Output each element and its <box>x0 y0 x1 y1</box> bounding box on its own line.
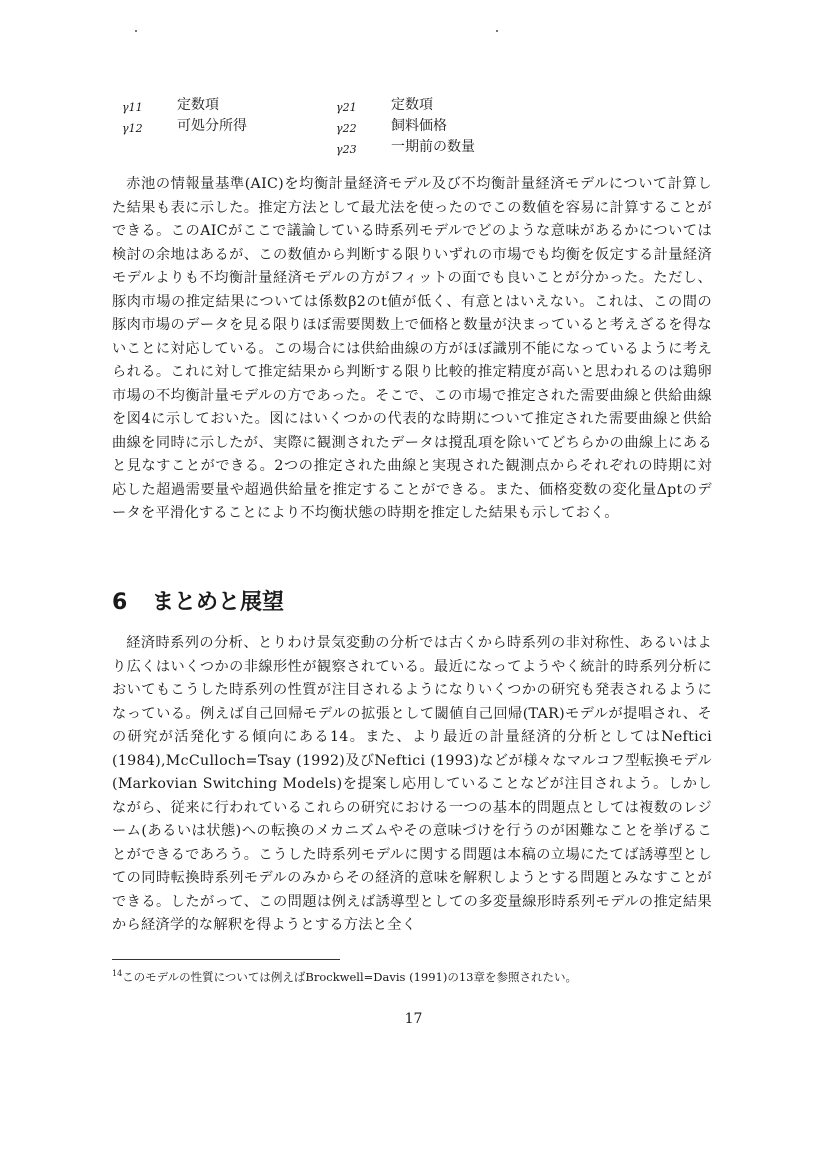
page-mark <box>135 30 137 32</box>
coefficient-definitions-right <box>336 96 475 159</box>
footnote-marker: 14 <box>112 969 123 978</box>
coefficient-definitions-left <box>122 96 247 138</box>
section-heading <box>112 585 284 616</box>
definition-row <box>336 138 475 159</box>
definition-row <box>122 117 247 138</box>
definition-row <box>336 117 475 138</box>
coefficient-symbol: γ11 <box>122 101 143 114</box>
coefficient-symbol: γ22 <box>336 122 357 135</box>
section-number: 6 <box>112 590 128 615</box>
definition-row <box>336 96 475 117</box>
coefficient-meaning: 一期前の数量 <box>391 139 475 155</box>
coefficient-meaning: 定数項 <box>177 97 219 113</box>
footnote-text: このモデルの性質については例えばBrockwell=Davis (1991)の13章を参照されたい。 <box>122 969 577 984</box>
footnote <box>112 966 712 985</box>
coefficient-symbol: γ21 <box>336 101 357 114</box>
summary-paragraph: 経済時系列の分析、とりわけ景気変動の分析では古くから時系列の非対称性、あるいはより広くはいくつかの非線形性が観察されている。最近になってようやく統計的時系列分析においてもこうした時系列の性質が注目されるようになりいくつかの研究も発表されるようになっている。例えば自己回帰モデルの拡張として閾値自己回帰(TAR)モデルが提唱され、その研究が活発化する傾向にある14。また、より最近の計量経済的分析としてはNeftici (1984),McCulloch=Tsay (1992)及びNeftici (1993)などが様々なマルコフ型転換モデル(Markovian Switching Models)を提案し応用していることなどが注目されよう。しかしながら、従来に行われているこれらの研究における一つの基本的問題点としては複数のレジーム(あるいは状態)への転換のメカニズムやその意味づけを行うのが困難なことを挙げることができるであろう。こうした時系列モデルに関する問題は本稿の立場にたてば誘導型としての同時転換時系列モデルのみからその経済的意味を解釈しようとする問題とみなすことができる。したがって、この問題は例えば誘導型としての多変量線形時系列モデルの推定結果から経済学的な解釈を得ようとする方法と全く <box>112 635 712 933</box>
coefficient-symbol: γ23 <box>336 143 357 156</box>
coefficient-meaning: 飼料価格 <box>391 118 447 134</box>
footnote-rule <box>112 959 340 960</box>
page-number: 17 <box>404 1011 423 1027</box>
aic-results-paragraph: 赤池の情報量基準(AIC)を均衡計量経済モデル及び不均衡計量経済モデルについて計算した結果も表に示した。推定方法として最尤法を使ったのでこの数値を容易に計算することができる。このAICがここで議論している時系列モデルでどのような意味があるかについては検討の余地はあるが、この数値から判断する限りいずれの市場でも均衡を仮定する計量経済モデルよりも不均衡計量経済モデルの方がフィットの面でも良いことが分かった。ただし、豚肉市場の推定結果については係数β2のt値が低く、有意とはいえない。これは、この間の豚肉市場のデータを見る限りほぼ需要関数上で価格と数量が決まっていると考えざるを得ないことに対応している。この場合には供給曲線の方がほぼ識別不能になっているように考えられる。これに対して推定結果から判断する限り比較的推定精度が高いと思われるのは鶏卵市場の不均衡計量モデルの方であった。そこで、この市場で推定された需要曲線と供給曲線を図4に示しておいた。図にはいくつかの代表的な時期について推定された需要曲線と供給曲線を同時に示したが、実際に観測されたデータは撹乱項を除いてどちらかの曲線上にあると見なすことができる。2つの推定された曲線と実現された観測点からそれぞれの時期に対応した超過需要量や超過供給量を推定することができる。また、価格変数の変化量Δptのデータを平滑化することにより不均衡状態の時期を推定した結果も示しておく。 <box>112 176 712 521</box>
coefficient-meaning: 可処分所得 <box>177 118 247 134</box>
page-mark <box>496 30 498 32</box>
coefficient-meaning: 定数項 <box>391 97 433 113</box>
coefficient-symbol: γ12 <box>122 122 143 135</box>
definition-row <box>122 96 247 117</box>
section-title: まとめと展望 <box>152 590 285 615</box>
